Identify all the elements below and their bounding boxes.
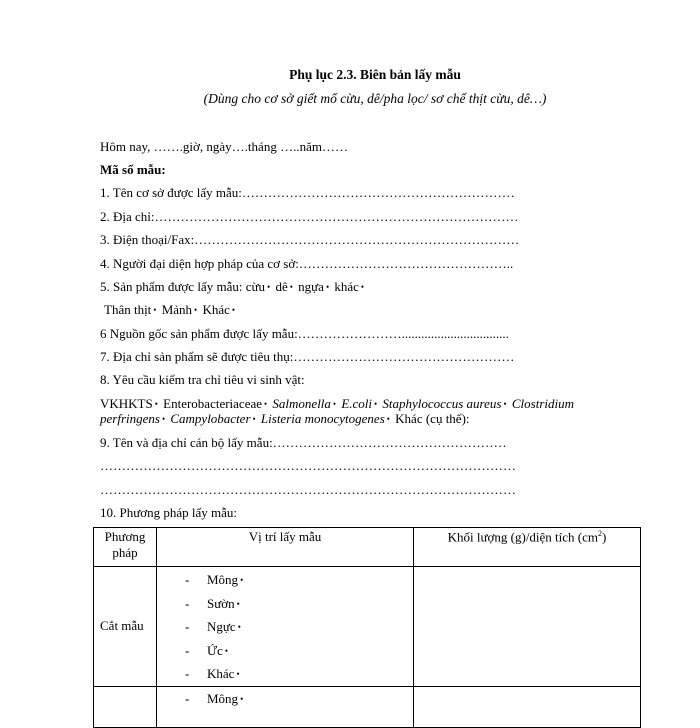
criterion-campylobacter: Campylobacter — [170, 411, 251, 426]
position-list — [157, 687, 413, 711]
bullet-icon: • — [503, 399, 507, 409]
field-product-origin: 6 Nguồn gốc sản phẩm được lấy mẫu:……………………................................. — [100, 326, 509, 341]
table-row — [94, 686, 641, 727]
dash-icon: - — [185, 619, 190, 634]
field-sampled-product-label: 5. Sản phẩm được lấy mẫu: — [100, 279, 243, 294]
header-method — [94, 528, 157, 567]
field-legal-representative: 4. Người đại diện hợp pháp của cơ sở:………………………………………….. — [100, 256, 514, 271]
position-label: Sườn — [207, 595, 235, 611]
micro-criteria-line2 — [100, 411, 470, 427]
position-label: Mông — [207, 690, 239, 706]
field-sampler: 9. Tên và địa chỉ cán bộ lấy mẫu:……………………………………………… — [100, 435, 507, 450]
dash-icon: - — [185, 572, 190, 587]
weight-area-cell — [414, 686, 641, 727]
header-method-line1: Phương — [104, 529, 146, 544]
bullet-icon: • — [231, 305, 236, 315]
list-item — [185, 615, 413, 639]
bullet-icon: • — [386, 414, 390, 424]
bullet-icon: • — [194, 305, 198, 315]
dash-icon: - — [185, 595, 190, 611]
criterion-staphylococcus: Staphylococcus aureus — [382, 396, 502, 411]
criterion-vkhkts: VKHKTS — [100, 396, 153, 411]
dash-icon: - — [185, 666, 190, 681]
sampling-table — [93, 527, 641, 728]
field-facility-name: 1. Tên cơ sở được lấy mẫu:……………………………………………………… — [100, 185, 515, 200]
field-sampling-method: 10. Phương pháp lấy mẫu: — [100, 505, 238, 520]
header-weight-area-end: ) — [602, 529, 607, 545]
list-item — [185, 687, 413, 711]
field-phone-fax: 3. Điện thoại/Fax:………………………………………………………………… — [100, 232, 520, 247]
header-weight-area-sup: 2 — [598, 529, 603, 538]
list-item — [185, 662, 413, 686]
position-list — [157, 567, 413, 686]
bullet-icon: • — [237, 622, 241, 632]
micro-criteria-line1 — [100, 396, 574, 412]
bullet-icon: • — [236, 598, 240, 609]
criterion-clostridium: Clostridium — [511, 396, 574, 411]
bullet-icon: • — [240, 575, 244, 585]
table-row — [94, 567, 641, 687]
field-sampled-product — [100, 279, 366, 295]
field-consumption-address: 7. Địa chỉ sản phẩm sẽ được tiêu thụ:…………………………………………… — [100, 349, 515, 364]
criterion-other: Khác (cụ thể): — [395, 411, 470, 426]
option-khac: khác — [334, 279, 359, 294]
position-label: Khác — [207, 666, 235, 681]
option-cuu: cừu — [245, 279, 266, 294]
position-label: Mông — [207, 572, 239, 587]
dots-line-2: …………………………………………………………………………………… — [100, 482, 516, 497]
positions-cell — [157, 686, 414, 727]
header-position: Vị trí lấy mẫu — [157, 528, 414, 567]
header-weight-area-text: Khối lượng (g)/diện tích (cm — [447, 529, 599, 545]
bullet-icon: • — [264, 399, 268, 409]
header-weight-area — [414, 528, 641, 567]
bullet-icon: • — [236, 669, 240, 679]
method-cut-sample: Cắt mẫu — [94, 567, 157, 687]
bullet-icon: • — [252, 414, 256, 424]
sample-code-label: Mã số mẫu: — [100, 162, 166, 177]
field-address: 2. Địa chỉ:………………………………………………………………………… — [100, 209, 519, 224]
bullet-icon: • — [325, 282, 330, 292]
criterion-enterobacteriaceae: Enterobacteriaceae — [163, 396, 263, 411]
bullet-icon: • — [161, 414, 166, 424]
dots-line-1: …………………………………………………………………………………… — [100, 458, 516, 473]
type-than-thit: Thân thịt — [104, 302, 152, 317]
dash-icon: - — [185, 690, 190, 706]
bullet-icon: • — [267, 282, 271, 292]
bullet-icon: • — [224, 645, 229, 656]
method-cell — [94, 686, 157, 727]
list-item — [185, 568, 413, 592]
product-type-line — [104, 302, 237, 318]
table-header-row — [94, 528, 641, 567]
criterion-salmonella: Salmonella — [272, 396, 331, 411]
type-manh: Mảnh — [161, 302, 193, 317]
list-item — [185, 639, 413, 663]
page-title: Phụ lục 2.3. Biên bản lấy mẫu — [289, 67, 461, 82]
position-label: Ngực — [207, 619, 236, 634]
dash-icon: - — [185, 642, 190, 658]
bullet-icon: • — [360, 282, 365, 292]
bullet-icon: • — [153, 305, 157, 315]
bullet-icon: • — [240, 693, 244, 704]
option-ngua: ngựa — [298, 279, 324, 294]
type-khac: Khác — [202, 302, 230, 317]
bullet-icon: • — [289, 282, 293, 292]
criterion-listeria: Listeria monocytogenes — [260, 411, 385, 426]
header-method-line2: pháp — [112, 545, 138, 560]
bullet-icon: • — [154, 399, 158, 409]
page-subtitle: (Dùng cho cơ sở giết mổ cừu, dê/pha lọc/ sơ chế thịt cừu, dê…) — [203, 91, 547, 106]
option-de: dê — [275, 279, 288, 294]
criterion-perfringens: perfringens — [100, 411, 160, 426]
positions-cell — [157, 567, 414, 687]
criterion-ecoli: E.coli — [341, 396, 373, 411]
bullet-icon: • — [332, 399, 337, 409]
field-micro-requirements: 8. Yêu cầu kiểm tra chỉ tiêu vi sinh vật: — [100, 372, 305, 387]
date-line: Hôm nay, …….giờ, ngày….tháng …..năm…… — [100, 139, 348, 154]
weight-area-cell — [414, 567, 641, 687]
bullet-icon: • — [374, 399, 378, 409]
list-item — [185, 592, 413, 616]
position-label: Ức — [207, 642, 223, 658]
